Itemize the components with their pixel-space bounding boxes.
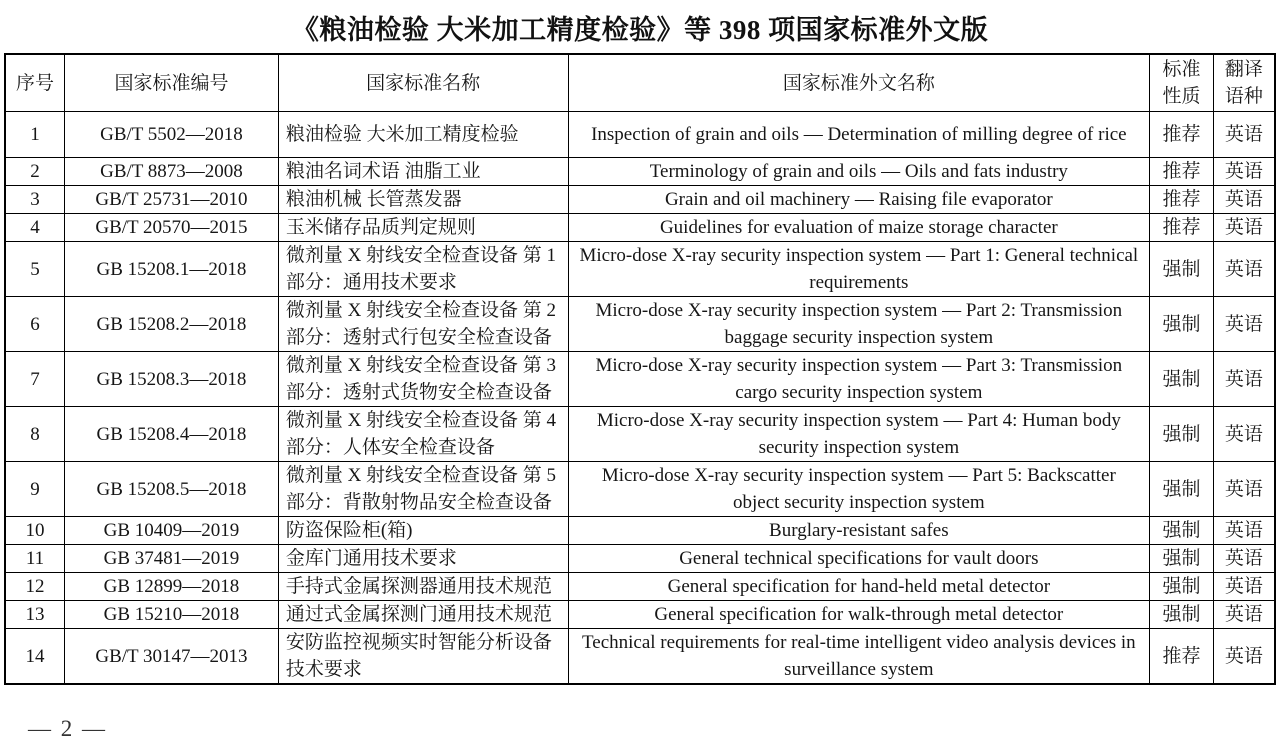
row-foreign-name: Terminology of grain and oils — Oils and fats industry — [568, 158, 1150, 186]
row-nature: 强制 — [1150, 352, 1214, 407]
page-title: 《粮油检验 大米加工精度检验》等 398 项国家标准外文版 — [291, 15, 989, 45]
row-language: 英语 — [1213, 242, 1275, 297]
table-row — [5, 517, 1275, 545]
row-language: 英语 — [1213, 601, 1275, 629]
row-nature: 强制 — [1150, 545, 1214, 573]
header-language-line2: 语种 — [1224, 86, 1263, 107]
row-std-name: 微剂量 X 射线安全检查设备 第 5 部分：背散射物品安全检查设备 — [278, 462, 568, 517]
table-row — [5, 573, 1275, 601]
table-row — [5, 186, 1275, 214]
row-std-number: GB 15208.3—2018 — [65, 352, 279, 407]
row-std-name: 微剂量 X 射线安全检查设备 第 4 部分：人体安全检查设备 — [278, 407, 568, 462]
row-std-name: 通过式金属探测门通用技术规范 — [278, 601, 568, 629]
row-language: 英语 — [1213, 462, 1275, 517]
row-nature: 强制 — [1150, 242, 1214, 297]
row-std-name: 安防监控视频实时智能分析设备技术要求 — [278, 629, 568, 685]
row-foreign-name: Guidelines for evaluation of maize storage character — [568, 214, 1150, 242]
header-language — [1213, 54, 1275, 112]
row-foreign-name: General technical specifications for vault doors — [568, 545, 1150, 573]
row-foreign-name: Micro-dose X-ray security inspection system — Part 3: Transmission cargo security inspection system — [568, 352, 1150, 407]
row-nature: 推荐 — [1150, 112, 1214, 158]
row-language: 英语 — [1213, 297, 1275, 352]
row-std-name: 玉米储存品质判定规则 — [278, 214, 568, 242]
row-std-name: 微剂量 X 射线安全检查设备 第 2 部分：透射式行包安全检查设备 — [278, 297, 568, 352]
row-index: 14 — [5, 629, 65, 685]
row-language: 英语 — [1213, 629, 1275, 685]
row-language: 英语 — [1213, 352, 1275, 407]
row-std-number: GB 15208.5—2018 — [65, 462, 279, 517]
row-std-name: 防盗保险柜(箱) — [278, 517, 568, 545]
table-row — [5, 462, 1275, 517]
row-foreign-name: Micro-dose X-ray security inspection system — Part 2: Transmission baggage security inspection system — [568, 297, 1150, 352]
header-nature-line1: 标准 — [1162, 59, 1201, 80]
row-index: 1 — [5, 112, 65, 158]
row-index: 7 — [5, 352, 65, 407]
table-row — [5, 242, 1275, 297]
row-language: 英语 — [1213, 158, 1275, 186]
header-foreign-name: 国家标准外文名称 — [568, 54, 1150, 112]
row-std-number: GB 37481—2019 — [65, 545, 279, 573]
standards-table — [4, 53, 1276, 685]
row-language: 英语 — [1213, 112, 1275, 158]
row-std-number: GB 15208.2—2018 — [65, 297, 279, 352]
row-std-name: 粮油名词术语 油脂工业 — [278, 158, 568, 186]
row-foreign-name: Technical requirements for real-time intelligent video analysis devices in surveillance system — [568, 629, 1150, 685]
page-number: — 2 — — [28, 716, 107, 741]
header-std-name: 国家标准名称 — [278, 54, 568, 112]
table-row — [5, 629, 1275, 685]
row-language: 英语 — [1213, 517, 1275, 545]
row-foreign-name: Micro-dose X-ray security inspection system — Part 1: General technical requirements — [568, 242, 1150, 297]
row-foreign-name: General specification for hand-held metal detector — [568, 573, 1150, 601]
row-nature: 推荐 — [1150, 158, 1214, 186]
header-index: 序号 — [5, 54, 65, 112]
row-nature: 强制 — [1150, 573, 1214, 601]
table-row — [5, 297, 1275, 352]
row-index: 4 — [5, 214, 65, 242]
row-index: 6 — [5, 297, 65, 352]
table-row — [5, 407, 1275, 462]
row-language: 英语 — [1213, 214, 1275, 242]
row-std-number: GB 10409—2019 — [65, 517, 279, 545]
row-index: 9 — [5, 462, 65, 517]
row-nature: 强制 — [1150, 297, 1214, 352]
row-nature: 推荐 — [1150, 186, 1214, 214]
row-std-number: GB/T 8873—2008 — [65, 158, 279, 186]
row-index: 11 — [5, 545, 65, 573]
row-std-name: 金库门通用技术要求 — [278, 545, 568, 573]
row-std-number: GB 15208.4—2018 — [65, 407, 279, 462]
row-std-number: GB 12899—2018 — [65, 573, 279, 601]
row-language: 英语 — [1213, 186, 1275, 214]
row-foreign-name: Inspection of grain and oils — Determination of milling degree of rice — [568, 112, 1150, 158]
row-language: 英语 — [1213, 545, 1275, 573]
row-std-number: GB 15208.1—2018 — [65, 242, 279, 297]
row-index: 10 — [5, 517, 65, 545]
row-nature: 强制 — [1150, 462, 1214, 517]
row-std-number: GB/T 20570—2015 — [65, 214, 279, 242]
row-nature: 推荐 — [1150, 629, 1214, 685]
table-row — [5, 352, 1275, 407]
row-std-number: GB/T 25731—2010 — [65, 186, 279, 214]
row-index: 5 — [5, 242, 65, 297]
row-std-number: GB 15210—2018 — [65, 601, 279, 629]
table-row — [5, 601, 1275, 629]
row-std-name: 手持式金属探测器通用技术规范 — [278, 573, 568, 601]
table-header-row — [5, 54, 1275, 112]
header-nature-line2: 性质 — [1162, 86, 1201, 107]
row-nature: 强制 — [1150, 601, 1214, 629]
row-nature: 推荐 — [1150, 214, 1214, 242]
row-std-name: 微剂量 X 射线安全检查设备 第 1 部分：通用技术要求 — [278, 242, 568, 297]
row-index: 2 — [5, 158, 65, 186]
table-row — [5, 214, 1275, 242]
row-language: 英语 — [1213, 573, 1275, 601]
row-foreign-name: General specification for walk-through metal detector — [568, 601, 1150, 629]
row-foreign-name: Micro-dose X-ray security inspection system — Part 4: Human body security inspection system — [568, 407, 1150, 462]
row-foreign-name: Micro-dose X-ray security inspection system — Part 5: Backscatter object security inspection system — [568, 462, 1150, 517]
table-row — [5, 158, 1275, 186]
row-foreign-name: Burglary-resistant safes — [568, 517, 1150, 545]
row-std-name: 粮油机械 长管蒸发器 — [278, 186, 568, 214]
row-std-number: GB/T 30147—2013 — [65, 629, 279, 685]
row-index: 13 — [5, 601, 65, 629]
row-nature: 强制 — [1150, 517, 1214, 545]
header-language-line1: 翻译 — [1224, 59, 1263, 80]
row-nature: 强制 — [1150, 407, 1214, 462]
row-std-number: GB/T 5502—2018 — [65, 112, 279, 158]
row-index: 12 — [5, 573, 65, 601]
row-std-name: 粮油检验 大米加工精度检验 — [278, 112, 568, 158]
table-row — [5, 545, 1275, 573]
row-index: 8 — [5, 407, 65, 462]
row-language: 英语 — [1213, 407, 1275, 462]
row-index: 3 — [5, 186, 65, 214]
row-foreign-name: Grain and oil machinery — Raising file evaporator — [568, 186, 1150, 214]
row-std-name: 微剂量 X 射线安全检查设备 第 3 部分：透射式货物安全检查设备 — [278, 352, 568, 407]
header-nature — [1150, 54, 1214, 112]
table-row — [5, 112, 1275, 158]
header-std-number: 国家标准编号 — [65, 54, 279, 112]
